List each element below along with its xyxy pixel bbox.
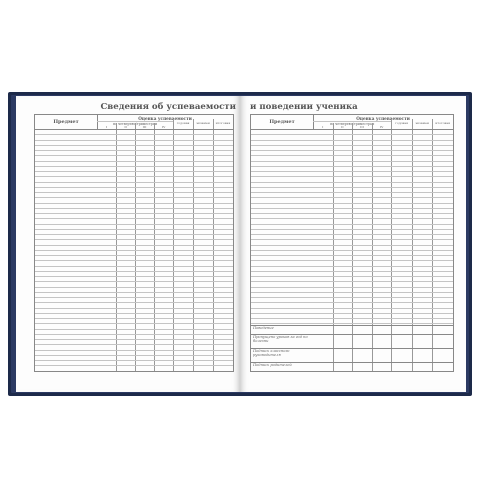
table-row: [251, 218, 453, 219]
table-row: [251, 171, 453, 172]
table-row: [35, 166, 233, 167]
table-row: [35, 187, 233, 188]
table-row: [251, 313, 453, 314]
table-row: [251, 250, 453, 251]
table-row: [35, 140, 233, 141]
table-row: [251, 150, 453, 151]
table-row: [35, 250, 233, 251]
grades-header: Оценка успеваемости: [356, 116, 410, 121]
table-row: [251, 145, 453, 146]
header-divider: [35, 129, 233, 130]
table-row: [35, 197, 233, 198]
period-column-header: III: [142, 125, 147, 129]
table-row: [251, 302, 453, 303]
table-row: [35, 271, 233, 272]
table-row: [251, 318, 453, 319]
table-row: [251, 197, 453, 198]
period-column-header: III: [360, 125, 364, 129]
table-row: [35, 150, 233, 151]
table-row: [251, 161, 453, 162]
table-row: [251, 308, 453, 309]
table-row: [251, 140, 453, 141]
period-column-header: I: [322, 125, 324, 129]
table-row: [35, 176, 233, 177]
table-row: [35, 365, 233, 366]
right-page-title: и поведении ученика: [250, 102, 358, 112]
table-row: [35, 155, 233, 156]
period-column-header: II: [124, 125, 127, 129]
table-row: [251, 213, 453, 214]
table-row: [35, 281, 233, 282]
table-row: [35, 276, 233, 277]
left-grades-table: [34, 114, 234, 372]
extra-column-header: годовая: [395, 121, 409, 125]
table-row: [35, 334, 233, 335]
footer-row-label: Пропущено уроков за год по болезни: [253, 335, 308, 344]
right-grades-table: [250, 114, 454, 372]
table-row: [35, 266, 233, 267]
table-row: [251, 229, 453, 230]
table-row: [35, 192, 233, 193]
table-row: [35, 297, 233, 298]
table-row: [35, 339, 233, 340]
table-row: [35, 182, 233, 183]
extra-column-header: итоговая: [435, 121, 451, 125]
extra-column-header: экзамен: [196, 121, 210, 125]
table-row: [35, 161, 233, 162]
table-row: [35, 218, 233, 219]
table-row: [35, 308, 233, 309]
period-column-header: IV: [379, 125, 384, 129]
table-row: [251, 176, 453, 177]
table-row: [35, 344, 233, 345]
period-column-header: II: [341, 125, 344, 129]
table-row: [251, 155, 453, 156]
extra-column-header: итоговая: [215, 121, 231, 125]
footer-row-label: Подпись классного руководителя: [253, 349, 290, 358]
table-row: [35, 203, 233, 204]
table-row: [35, 329, 233, 330]
table-row: [251, 266, 453, 267]
table-row: [35, 255, 233, 256]
table-row: [251, 234, 453, 235]
footer-row-label: Поведение: [253, 326, 274, 330]
table-row: [251, 166, 453, 167]
period-column-header: IV: [161, 125, 166, 129]
table-row: [251, 323, 453, 324]
table-row: [35, 213, 233, 214]
right-page: [240, 96, 466, 392]
table-row: [251, 134, 453, 135]
table-row: [251, 203, 453, 204]
period-divider: [97, 121, 173, 122]
table-row: [251, 245, 453, 246]
extra-column-header: годовая: [176, 121, 190, 125]
table-row: [251, 297, 453, 298]
table-row: [251, 292, 453, 293]
table-row: [35, 292, 233, 293]
table-row: [251, 271, 453, 272]
period-divider: [313, 121, 391, 122]
table-row: [251, 182, 453, 183]
table-row: [35, 208, 233, 209]
period-header: по четвертям/триместрам: [330, 122, 375, 126]
table-row: [35, 287, 233, 288]
table-row: [251, 281, 453, 282]
table-row: [35, 229, 233, 230]
table-row: [35, 350, 233, 351]
footer-row-label: Подпись родителей: [253, 363, 292, 367]
table-row: [35, 313, 233, 314]
table-row: [35, 134, 233, 135]
table-row: [35, 302, 233, 303]
table-row: [251, 260, 453, 261]
table-row: [35, 323, 233, 324]
table-row: [35, 234, 233, 235]
table-row: [35, 239, 233, 240]
left-page: [16, 96, 240, 392]
table-row: [35, 318, 233, 319]
table-row: [251, 208, 453, 209]
table-row: [251, 187, 453, 188]
period-column-header: I: [105, 125, 108, 129]
header-divider: [251, 129, 453, 130]
table-row: [35, 224, 233, 225]
table-row: [35, 360, 233, 361]
period-header: по четвертям/триместрам: [113, 122, 158, 126]
table-row: [251, 192, 453, 193]
table-row: [35, 355, 233, 356]
subject-column-header: Предмет: [251, 115, 314, 129]
table-row: [251, 239, 453, 240]
left-page-title: Сведения об успеваемости: [100, 102, 236, 112]
table-row: [35, 245, 233, 246]
table-row: [251, 287, 453, 288]
table-row: [251, 276, 453, 277]
table-row: [35, 260, 233, 261]
grades-header: Оценка успеваемости: [138, 116, 192, 121]
subject-column-header: Предмет: [35, 115, 98, 129]
table-row: [35, 145, 233, 146]
extra-column-header: экзамен: [415, 121, 429, 125]
table-row: [35, 171, 233, 172]
table-row: [251, 224, 453, 225]
table-row: [251, 255, 453, 256]
